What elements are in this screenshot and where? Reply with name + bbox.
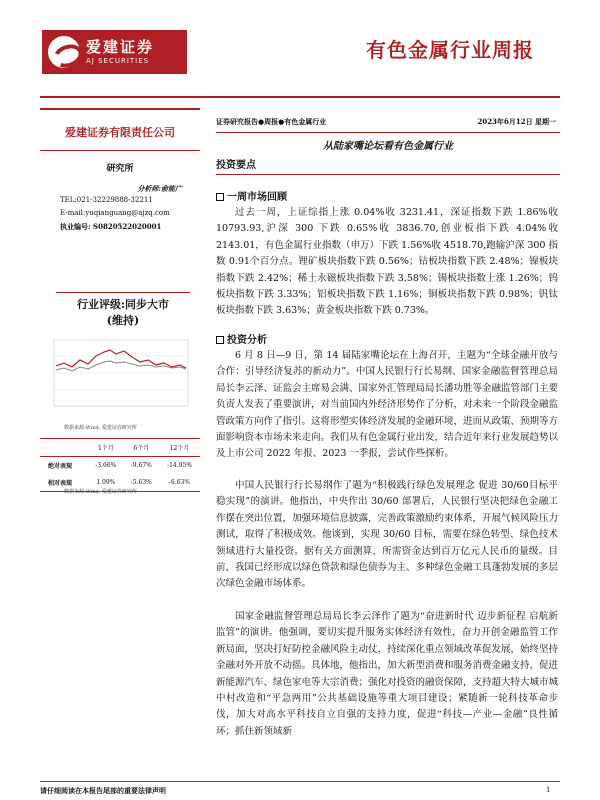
analysis-paragraph-2: 中国人民银行行长易纲作了题为“积极践行绿色发展理念 促进 30/60目标平稳实现”的演讲。他指出，中央作出 30/60 部署后，人民银行坚决把绿色金融工作摆在突出位置，加强环境信息披露，完善政策激励约束体系，开展气候风险压力测试，取得了积极成效。他谈到，实现 30/60 目标，需要在绿色转型、绿色技术领域进行大量投资。据有关方面测算，所需资金达到百万亿元人民币的量级。目前，我国已经形成以绿色贷款和绿色债券为主、多种绿色金融工具蓬勃发展的多层次绿色金融市场体系。: [216, 480, 559, 590]
table-source: 数据来源:Wind, 爱建证券研究所: [64, 489, 137, 495]
weekly-review-heading: [216, 188, 287, 203]
industry-rating: [56, 292, 190, 329]
table-cell: 1.09%: [88, 474, 123, 492]
weekly-review-paragraph: 过去一周，上证综指上涨 0.04%收 3231.41，深证指数下跌 1.86%收 10793.93,沪深 300 下跌 0.65%收 3836.70,创业板指下跌 4.04%收 2143.01，有色金属行业指数（申万）下跌 1.56%收 4518.70,跑输沪深 300 指数 0.91个百分点。锂矿板块指数下跌 0.56%；钴板块指数下跌 2.48%；镍板块指数下跌 2.42%；稀土永磁板块指数下跌 3.58%；锡板块指数上涨 1.26%；钨板块指数下跌 3.33%；铝板块指数下跌 1.16%；铜板块指数下跌 0.98%；钒钛板块指数下跌 3.63%；黄金板块指数下跌 0.73%。: [216, 207, 558, 317]
footer-divider: [40, 781, 560, 782]
report-title: 有色金属行业周报: [366, 38, 534, 62]
legal-notice: 请仔细阅读在本报告尾部的重要法律声明: [40, 787, 166, 795]
table-cell: -14.95%: [167, 462, 192, 469]
table-header-cell: [40, 439, 88, 457]
investment-highlights-heading: 投资要点: [216, 156, 560, 175]
page-number: 1: [546, 786, 551, 794]
investment-analysis-title: 投资分析: [227, 335, 267, 346]
performance-table: [40, 438, 200, 492]
table-cell: -6.63%: [159, 474, 200, 492]
table-header-cell: 12个月: [159, 439, 200, 457]
row-label: 绝对表现: [48, 463, 73, 470]
meta-divider: [216, 132, 560, 133]
checkbox-bullet-icon: [216, 193, 224, 201]
table-cell: -9.67%: [130, 462, 152, 469]
checkbox-bullet-icon: [216, 336, 224, 344]
analyst-name: 分析师:俞能广: [137, 184, 182, 193]
table-cell: -5.63%: [124, 474, 159, 492]
table-row: [40, 457, 200, 475]
company-name: 爱建证券有限责任公司: [40, 108, 200, 151]
report-meta: [216, 117, 560, 131]
investment-analysis-heading: [216, 331, 267, 346]
department: 研究所: [106, 164, 134, 174]
report-subtitle: 从陆家嘴论坛看有色金属行业: [323, 141, 453, 152]
table-header-cell: 1个月: [88, 439, 123, 457]
company-logo: [42, 30, 187, 74]
rating-status: (维持): [106, 314, 140, 327]
analyst-license: 执业编号: S0820522020001: [60, 222, 162, 231]
report-date: 2023年6月12日 星期一: [477, 117, 556, 126]
analysis-paragraph-3: 国家金融监督管理总局局长李云泽作了题为“奋进新时代 迈步新征程 启航新监管”的演讲。他强调，要切实提升服务实体经济有效性，奋力开创金融监管工作新局面，坚决打好防控金融风险主动仗，持续深化重点领域改革促发展，始终坚持金融对外开放不动摇。具体地，他指出，加大新型消费和服务消费金融支持，促进新能源汽车、绿色家电等大宗消费；强化对投资的融资保障，支持超大特大城市城中村改造和“平急两用”公共基础设施等重大项目建设；紧随新一轮科技革命步伐，加大对高水平科技自立自强的支持力度，促进“科技—产业—金融”良性循环；抓住新领域新: [216, 611, 559, 737]
table-cell: -3.66%: [95, 462, 117, 469]
table-header-row: [40, 439, 200, 457]
analyst-contact: [40, 194, 200, 233]
logo-cn-text: 爱建证券: [86, 38, 155, 56]
analyst-email: E-mail:yuqianguang@ajzq.com: [60, 209, 170, 217]
header-divider: [40, 96, 560, 98]
analyst-tel: TEL:021-32229888-32211: [60, 196, 153, 204]
row-label: 相对表现: [40, 474, 88, 492]
logo-en-text: AJ SECURITIES: [86, 57, 150, 65]
sidebar: [40, 108, 200, 233]
logo-emblem-icon: [48, 36, 80, 68]
table-header-cell: 6个月: [124, 439, 159, 457]
weekly-review-title: 一周市场回顾: [227, 192, 287, 203]
chart-source: 数据来源:Wind, 爱建证券研究所: [64, 425, 137, 431]
rating-line: 行业评级:同步大市: [76, 298, 170, 311]
report-category: 证券研究报告●周报●有色金属行业: [216, 117, 327, 126]
index-trend-chart: [44, 336, 194, 416]
analysis-paragraph-1: 6 月 8 日—9 日，第 14 届陆家嘴论坛在上海召开，主题为“全球金融开放与合作：引导经济复苏的新动力”。中国人民银行行长易纲、国家金融监督管理总局局长李云泽、证监会主席易会满、国家外汇管理局局长潘功胜等金融监管部门主要负责人发表了重要演讲，对当前国内外经济形势作了分析，对未来一个阶段金融监管政策方向作了指引。这将形塑实体经济发展的金融环境，进而从政策、预期等方面影响资本市场未来走向。我们从有色金属行业出发，结合近年来行业发展趋势以及上市公司 2022 年报、2023 一季报，尝试作些探析。: [216, 350, 559, 460]
